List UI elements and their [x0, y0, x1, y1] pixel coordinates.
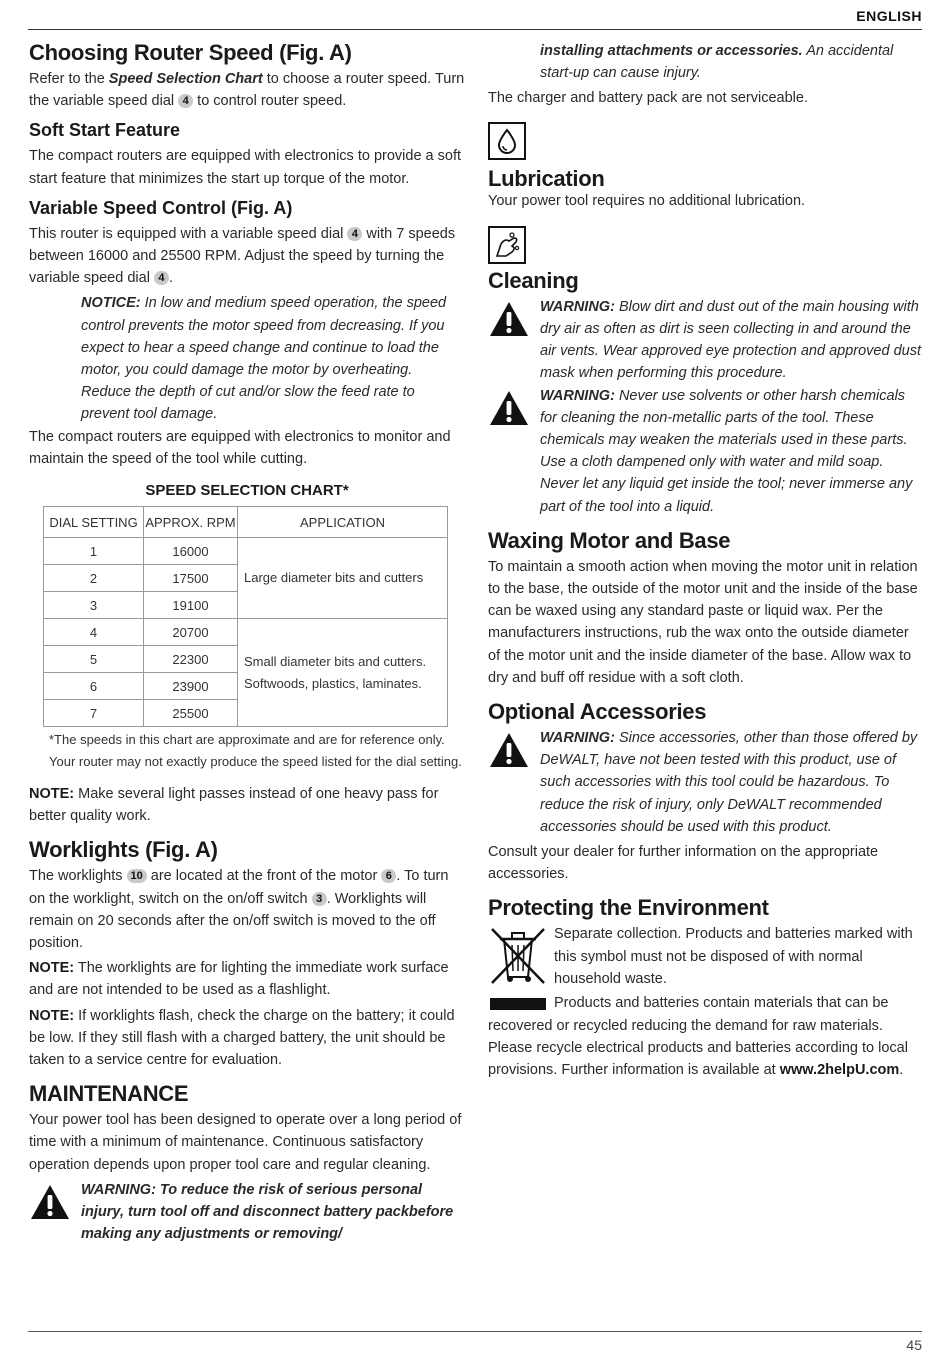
text-run: installing attachments or accessories.: [540, 43, 803, 59]
warning-triangle-icon: [29, 1179, 81, 1246]
chart-footnote: *The speeds in this chart are approximate and are for reference only. Your router may not exactly produce the speed listed for the dial setting.: [49, 732, 462, 770]
warning-triangle-icon: [488, 385, 540, 518]
note-text: If worklights flash, check the charge on the battery; it could be low. If they still flash with a charged battery, the unit should be taken to a service centre for evaluation.: [29, 1007, 455, 1069]
website-link[interactable]: www.2helpU.com: [779, 1062, 900, 1079]
dial-cell: 1: [44, 538, 144, 565]
notice-text: In low and medium speed operation, the speed control prevents the motor speed from decreasing. If you expect to hear a speed change and continue to load the motor, you could damage the motor by overheating. Reduce the depth of cut and/or slow the feed rate to prevent tool damage.: [81, 295, 447, 423]
separate-collection-bar: [490, 998, 546, 1010]
text-run: This router is equipped with a variable speed dial: [29, 225, 348, 242]
rpm-cell: 17500: [144, 565, 238, 592]
text-run: An accidental start-up can cause injury.: [540, 43, 894, 82]
text-run: . Worklights will remain on 20 seconds after the on/off switch is moved to the off position.: [29, 890, 436, 952]
text-run: Since accessories, other than those offered by DeWALT, have not been tested with this product, use of such accessories with this tool could be hazardous. To reduce the risk of injury, only DeWALT recommended accessories should be used with this product.: [540, 730, 918, 835]
text-run: with 7 speeds between 16000 and 25500 RPM. Adjust the speed by turning the variable speed dial: [29, 225, 456, 287]
callout-badge: 3: [312, 892, 327, 906]
speed-chart-title: SPEED SELECTION CHART*: [145, 482, 349, 500]
variable-speed-heading: Variable Speed Control (Fig. A): [29, 197, 293, 218]
lubrication-heading: Lubrication: [488, 165, 605, 191]
maintenance-paragraph: Your power tool has been designed to operate over a long period of time with a minimum of maintenance. Continuous satisfactory operation depends upon proper tool care and regular cleaning.: [29, 1112, 462, 1173]
accessories-warning: [488, 727, 924, 838]
application-line: Softwoods, plastics, laminates.: [244, 675, 422, 691]
rpm-cell: 20700: [144, 619, 238, 646]
speed-notice: [81, 292, 465, 425]
page-number: 45: [906, 1337, 922, 1353]
maintenance-warning: [29, 1179, 465, 1246]
environment-heading: Protecting the Environment: [488, 895, 769, 921]
text-run: are located at the front of the motor: [146, 868, 382, 885]
callout-badge: 10: [127, 869, 147, 883]
application-line: Small diameter bits and cutters.: [244, 653, 427, 669]
chart-reference: Speed Selection Chart: [108, 71, 263, 87]
text-run: .: [899, 1062, 904, 1079]
warning-label: WARNING:: [540, 387, 615, 404]
note-label: NOTE:: [29, 960, 75, 977]
application-cell: [238, 619, 448, 727]
callout-badge: 4: [347, 227, 362, 241]
footer-divider: [28, 1331, 922, 1332]
application-cell: Large diameter bits and cutters: [238, 538, 448, 619]
text-run: The worklights: [29, 868, 127, 885]
warning-text: [540, 727, 924, 838]
warning-triangle-icon: [488, 727, 540, 838]
waxing-heading: Waxing Motor and Base: [488, 527, 731, 553]
worklights-note-1: [29, 957, 465, 1001]
note-text: Make several light passes instead of one heavy pass for better quality work.: [29, 786, 439, 825]
router-speed-heading: Choosing Router Speed (Fig. A): [29, 40, 352, 65]
note-text: The worklights are for lighting the immediate work surface and are not intended to be used as a flashlight.: [29, 960, 449, 999]
header-divider: [28, 29, 922, 30]
worklights-heading: Worklights (Fig. A): [29, 837, 218, 863]
cleaning-warning-2: [488, 385, 924, 518]
passes-note: [29, 783, 465, 827]
lubrication-paragraph: Your power tool requires no additional lubrication.: [488, 192, 806, 209]
speed-selection-table: [43, 506, 448, 727]
dial-cell: 2: [44, 565, 144, 592]
table-row: [44, 538, 448, 565]
dial-cell: 3: [44, 592, 144, 619]
consult-paragraph: Consult your dealer for further information on the appropriate accessories.: [488, 844, 879, 883]
maintenance-heading: MAINTENANCE: [29, 1081, 189, 1107]
text-run: to choose a router speed. Turn the variable speed dial: [29, 71, 465, 110]
rpm-cell: 22300: [144, 646, 238, 673]
callout-badge: 4: [154, 271, 169, 285]
warning-label: WARNING:: [540, 298, 615, 315]
rpm-cell: 19100: [144, 592, 238, 619]
rpm-cell: 25500: [144, 700, 238, 727]
callout-badge: 6: [381, 869, 396, 883]
warning-text: WARNING: To reduce the risk of serious personal injury, turn tool off and disconnect battery packbefore making any adjustments or removing/: [81, 1181, 454, 1243]
soft-start-paragraph: The compact routers are equipped with electronics to provide a soft start feature that minimizes the start up torque of the motor.: [29, 148, 462, 187]
cleaning-hand-icon: [488, 226, 526, 264]
recycle-block: [488, 992, 924, 1081]
text-run: Products and batteries contain materials that can be recovered or recycled reducing the demand for raw materials. Please recycle electrical products and batteries according to local provisions. Further information is available at: [488, 995, 908, 1079]
router-speed-paragraph: [29, 68, 465, 112]
warning-label: WARNING:: [540, 730, 615, 747]
worklights-note-2: [29, 1005, 465, 1072]
column-header-rpm: APPROX. RPM: [144, 507, 238, 538]
warning-continuation: [540, 40, 924, 84]
column-header-application: APPLICATION: [238, 507, 448, 538]
variable-speed-paragraph: [29, 223, 465, 290]
text-run: .: [168, 270, 173, 287]
header-language: ENGLISH: [856, 8, 922, 24]
cleaning-heading: Cleaning: [488, 267, 579, 293]
warning-text: [540, 385, 924, 518]
dial-cell: 4: [44, 619, 144, 646]
text-run: Blow dirt and dust out of the main housing with dry air as often as dirt is seen collecting in and around the air vents. Wear approved eye protection and approved dust mask when performing this procedure.: [540, 298, 921, 382]
text-run: . To turn on the worklight, switch on the on/off switch: [29, 868, 449, 907]
note-label: NOTE:: [29, 786, 75, 803]
text-run: Refer to the: [29, 71, 109, 87]
text-run: to control router speed.: [193, 93, 347, 110]
table-header-row: [44, 507, 448, 538]
waxing-paragraph: To maintain a smooth action when moving the motor unit in relation to the base, the outside of the motor unit and the inside of the base can be waxed using any standard paste or liquid wax. Per the manufacturers instructions, rub the wax onto the outside diameter of the motor unit and the inside diameter of the base. Allow wax to dry and buff off residue with a soft cloth.: [488, 558, 918, 686]
note-label: NOTE:: [29, 1007, 75, 1024]
soft-start-heading: Soft Start Feature: [29, 120, 181, 141]
column-header-dial: DIAL SETTING: [44, 507, 144, 538]
separate-collection-text: Separate collection. Products and batteries marked with this symbol must not be disposed of with normal household waste.: [554, 926, 913, 987]
worklights-paragraph: [29, 865, 465, 954]
warning-triangle-icon: [488, 296, 540, 385]
warning-text: [540, 296, 924, 385]
recycle-text: [488, 992, 924, 1081]
right-column: [488, 40, 924, 1081]
callout-badge: 4: [178, 94, 193, 108]
accessories-heading: Optional Accessories: [488, 699, 707, 725]
dial-cell: 5: [44, 646, 144, 673]
charger-paragraph: The charger and battery pack are not serviceable.: [488, 90, 808, 107]
rpm-cell: 16000: [144, 538, 238, 565]
cleaning-warning-1: [488, 296, 924, 385]
separate-collection-block: [488, 923, 924, 990]
dial-cell: 7: [44, 700, 144, 727]
rpm-cell: 23900: [144, 673, 238, 700]
left-column: [29, 38, 465, 1246]
oil-drop-icon: [488, 122, 526, 160]
monitor-speed-paragraph: The compact routers are equipped with electronics to monitor and maintain the speed of the tool while cutting.: [29, 428, 451, 467]
table-row: [44, 619, 448, 646]
notice-label: NOTICE:: [81, 295, 141, 312]
crossed-bin-icon: [488, 923, 554, 990]
text-run: Never use solvents or other harsh chemicals for cleaning the non-metallic parts of the tool. These chemicals may weaken the materials used in these parts. Use a cloth dampened only with water and mild soap. Never let any liquid get inside the tool; never immerse any part of the tool into a liquid.: [540, 387, 913, 515]
dial-cell: 6: [44, 673, 144, 700]
